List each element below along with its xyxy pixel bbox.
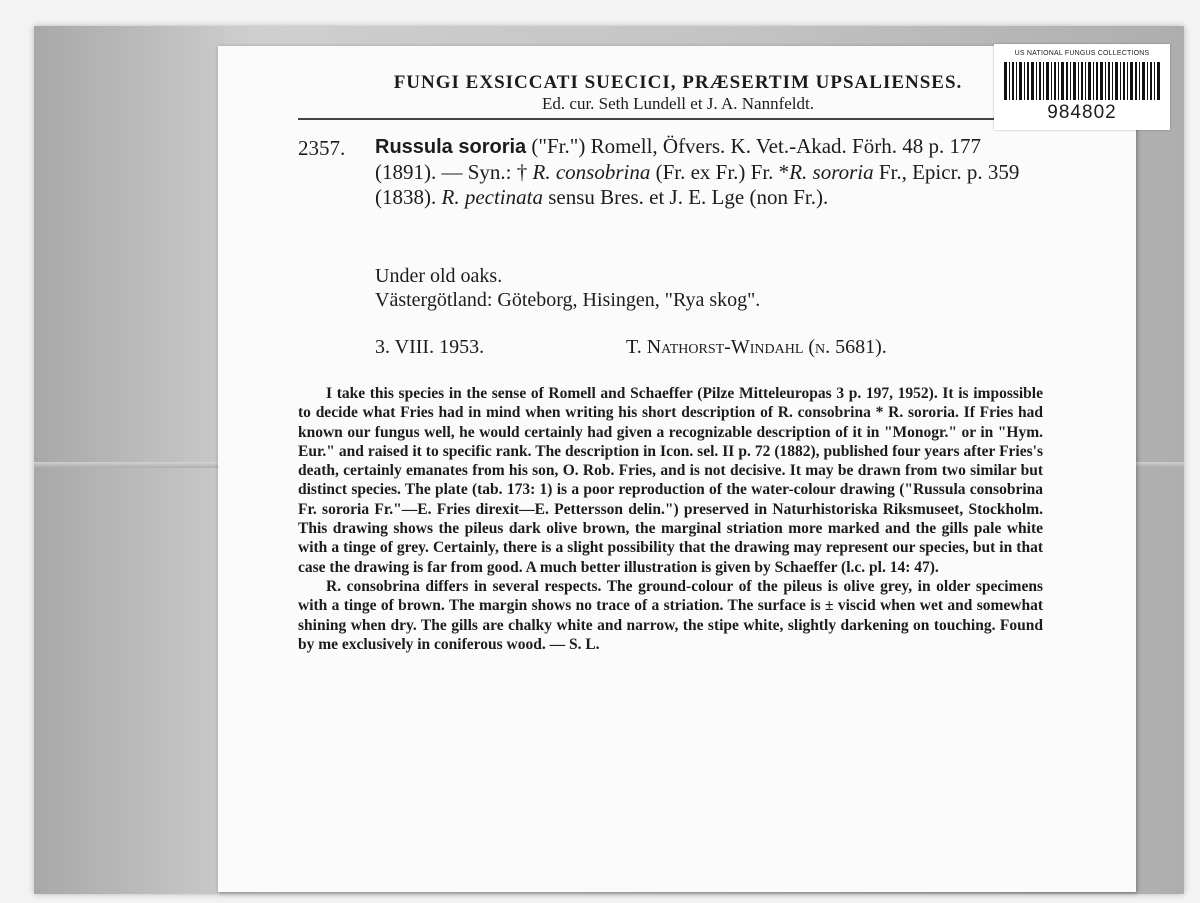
synonym-2: R. sororia <box>789 160 874 184</box>
citation-part-1: ("Fr.") Romell, Öfvers. K. Vet.-Akad. Förh. 48 p. 177 (1891). — Syn.: † <box>375 134 981 184</box>
habitat-line: Under old oaks. <box>375 265 503 287</box>
collection-date: 3. VIII. 1953. <box>375 336 485 358</box>
citation-part-4: sensu Bres. et J. E. Lge (non Fr.). <box>542 185 829 209</box>
label-header-title: FUNGI EXSICCATI SUECICI, PRÆSERTIM UPSALIENSES. <box>393 72 963 93</box>
species-name: Russula sororia <box>375 136 527 158</box>
catalog-number: 984802 <box>1047 102 1117 123</box>
habitat-block <box>375 264 1015 312</box>
barcode-icon <box>1004 62 1160 100</box>
notes-paragraph: R. consobrina differs in several respects. The ground-colour of the pileus is olive grey, in older specimens with a tinge of brown. The margin shows no trace of a striation. The surface is ± viscid when wet and somewhat shining when dry. The gills are chalky white and narrow, the stipe white, slightly darkening on touching. Found by me exclusively in coniferous wood. — S. L. <box>298 577 1043 653</box>
envelope-fold <box>34 26 224 894</box>
header-divider <box>298 118 998 120</box>
barcode-label <box>994 44 1170 130</box>
locality-line: Västergötland: Göteborg, Hisingen, "Rya skog". <box>375 289 761 311</box>
barcode-caption: US NATIONAL FUNGUS COLLECTIONS <box>1014 50 1150 57</box>
specimen-label <box>218 46 1136 892</box>
synonym-1: R. consobrina <box>532 160 651 184</box>
citation-part-2: (Fr. ex Fr.) Fr. * <box>650 160 790 184</box>
label-header-editors: Ed. cur. Seth Lundell et J. A. Nannfeldt. <box>542 94 814 113</box>
collector-name: T. Nathorst-Windahl (n. 5681). <box>626 336 887 358</box>
entry-number: 2357. <box>298 136 346 160</box>
citation-part-3: Fr., Epicr. p. 359 (1838). <box>375 160 1020 209</box>
synonym-3: R. pectinata <box>441 185 543 209</box>
taxonomic-notes <box>298 384 1043 654</box>
notes-paragraph: I take this species in the sense of Romell and Schaeffer (Pilze Mitteleuropas 3 p. 197, 1952). It is impossible to decide what Fries had in mind when writing his short description of R. consobrina * R. sororia. If Fries had known our fungus well, he would certainly had given a recognizable description of it in "Monogr." or in "Hym. Eur." and raised it to specific rank. The description in Icon. sel. II p. 72 (1882), published four years after Fries's death, certainly emanates from his son, O. Rob. Fries, and is not decisive. It may be drawn from two similar but distinct species. The plate (tab. 173: 1) is a poor reproduction of the water-colour drawing ("Russula consobrina Fr. sororia Fr."—E. Fries direxit—E. Pettersson delin.") preserved in Naturhistoriska Riksmuseet, Stockholm. This drawing shows the pileus dark olive brown, the marginal striation more marked and the gills pale white with a tinge of grey. Certainly, there is a slight possibility that the drawing may represent our species, but in that case the drawing is far from good. A much better illustration is given by Schaeffer (l.c. pl. 14: 47). <box>298 385 1043 576</box>
entry-citation <box>375 134 1035 210</box>
